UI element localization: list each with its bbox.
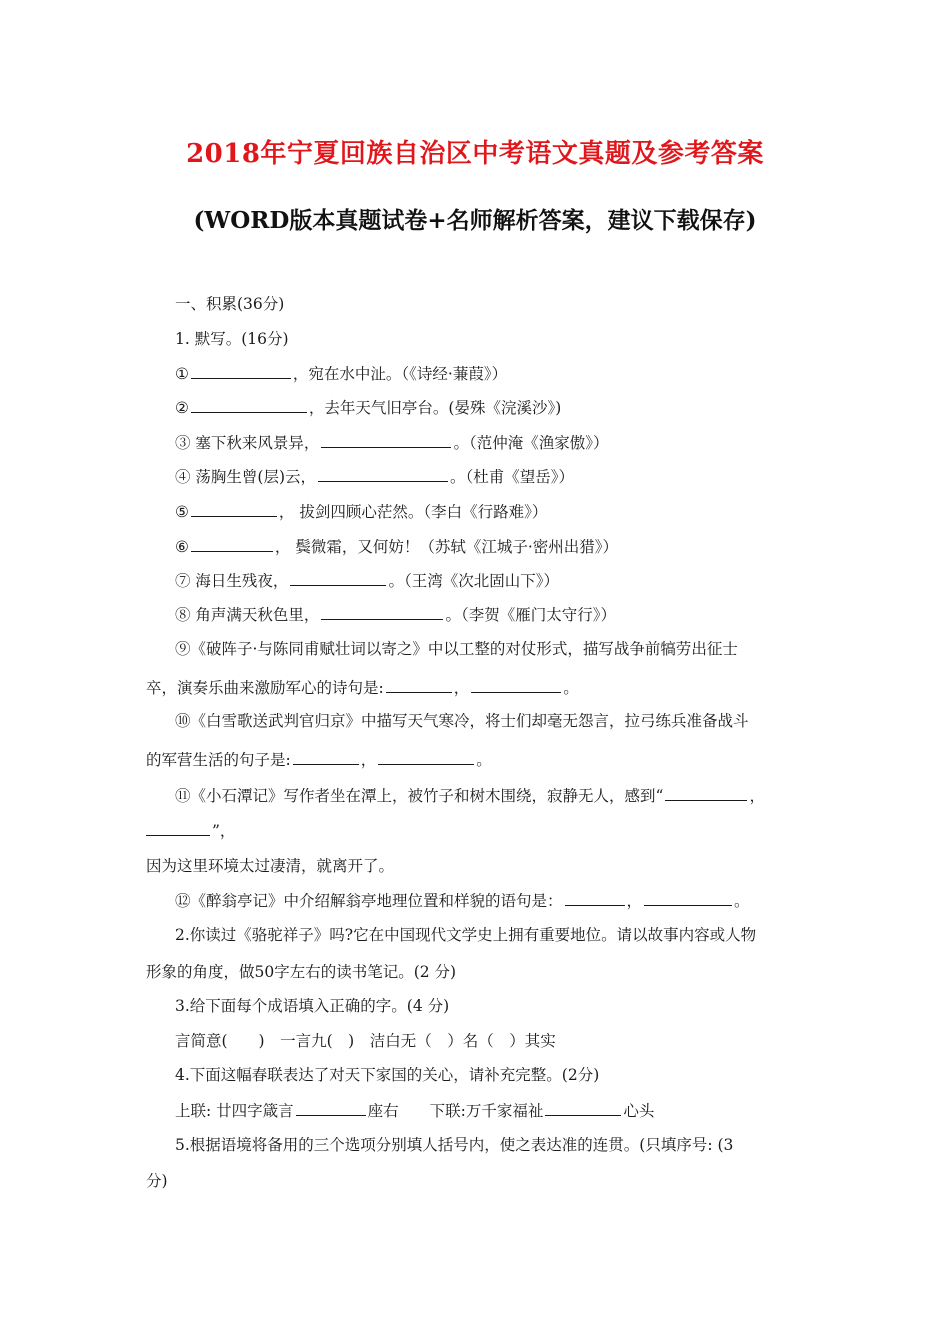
answer-blank[interactable] (191, 363, 291, 379)
question-4: 4.下面这幅春联表达了对天下家国的关心，请补充完整。(2分) (175, 1066, 600, 1084)
item-text: 。 (734, 892, 750, 910)
item-text: ”， (212, 822, 236, 840)
item-text: 座右 下联:万千家福祉 (367, 1102, 544, 1120)
question-1-7 (175, 570, 559, 591)
item-text: ⑦ 海日生残夜， (175, 572, 289, 590)
answer-blank[interactable] (471, 677, 561, 693)
item-text: 。（王湾《次北固山下》） (388, 572, 559, 590)
item-text: ，去年天气旧亭台。(晏殊《浣溪沙》) (308, 399, 562, 417)
item-text: ④ 荡胸生曾(层)云， (175, 468, 317, 486)
answer-blank[interactable] (146, 820, 210, 836)
item-text: ， (360, 751, 377, 769)
question-1-2 (175, 397, 561, 418)
document-title: 2018年宁夏回族自治区中考语文真题及参考答案 (186, 139, 764, 169)
question-1-11-line-1 (175, 785, 765, 806)
item-text: 。 (476, 751, 492, 769)
answer-blank[interactable] (321, 432, 451, 448)
item-number: ② (175, 399, 189, 417)
item-number: ⑤ (175, 503, 189, 521)
question-1-9-line-1: ⑨《破阵子·与陈同甫赋壮词以寄之》中以工整的对仗形式，描写战争前犒劳出征士 (175, 640, 738, 658)
item-text: 。（杜甫《望岳》） (450, 468, 575, 486)
answer-blank[interactable] (191, 501, 277, 517)
answer-blank[interactable] (290, 570, 386, 586)
item-text: ⑧ 角声满天秋色里， (175, 606, 320, 624)
document-subtitle: (WORD版本真题试卷+名师解析答案，建议下载保存) (193, 207, 757, 234)
answer-blank[interactable] (318, 466, 448, 482)
question-2-line-2: 形象的角度，做50字左右的读书笔记。(2 分) (146, 963, 457, 981)
item-number: ⑥ (175, 538, 189, 556)
question-3: 3.给下面每个成语填入正确的字。(4 分) (175, 997, 450, 1015)
question-1-10-line-1: ⑩《白雪歌送武判官归京》中描写天气寒冷，将士们却毫无怨言，拉弓练兵准备战斗 (175, 712, 749, 730)
question-1: 1. 默写。(16分) (175, 330, 289, 348)
question-1-11-line-2 (146, 820, 235, 841)
question-1-8 (175, 604, 616, 625)
question-1-5 (175, 501, 547, 522)
answer-blank[interactable] (296, 1100, 366, 1116)
item-text: ⑪《小石潭记》写作者坐在潭上，被竹子和树木围绕，寂静无人，感到“ (175, 787, 664, 805)
answer-blank[interactable] (321, 604, 443, 620)
answer-blank[interactable] (191, 536, 273, 552)
answer-blank[interactable] (293, 749, 359, 765)
item-text: ， (749, 787, 765, 805)
item-text: ， (626, 892, 643, 910)
answer-blank[interactable] (191, 397, 307, 413)
question-1-11-line-3: 因为这里环境太过凄清，就离开了。 (146, 857, 395, 875)
item-text: 。 (563, 679, 579, 697)
question-1-10-line-2 (146, 749, 492, 770)
question-1-3 (175, 432, 608, 453)
section-heading: 一、积累(36分) (175, 295, 285, 313)
answer-blank[interactable] (545, 1100, 621, 1116)
question-1-9-line-2 (146, 677, 579, 698)
item-text: 上联: 廿四字箴言 (175, 1102, 294, 1120)
answer-blank[interactable] (378, 749, 474, 765)
item-text: 心头 (623, 1102, 655, 1120)
question-1-4 (175, 466, 574, 487)
question-5-line-1: 5.根据语境将备用的三个选项分别填人括号内，使之表达准的连贯。(只填序号: (3 (175, 1136, 734, 1154)
item-text: 卒，演奏乐曲来激励军心的诗句是: (146, 679, 384, 697)
question-2-line-1: 2.你读过《骆驼祥子》吗?它在中国现代文学史上拥有重要地位。请以故事内容或人物 (175, 926, 757, 944)
item-number: ① (175, 365, 189, 383)
item-text: ⑫《醉翁亭记》中介绍解翁亭地理位置和样貌的语句是： (175, 892, 563, 910)
item-text: ③ 塞下秋来风景异， (175, 434, 320, 452)
item-text: 。（范仲淹《渔家傲》） (453, 434, 609, 452)
question-1-6 (175, 536, 618, 557)
item-text: ，宛在水中沚。（《诗经·蒹葭》） (292, 365, 508, 383)
item-text: ， 鬓微霜，又何妨！（苏轼《江城子·密州出猎》） (274, 538, 619, 556)
item-text: ， (453, 679, 470, 697)
answer-blank[interactable] (644, 890, 732, 906)
answer-blank[interactable] (665, 785, 747, 801)
question-4-couplet (175, 1100, 654, 1121)
question-1-12 (175, 890, 750, 911)
item-text: 的军营生活的句子是: (146, 751, 291, 769)
question-5-line-2: 分) (146, 1172, 168, 1190)
question-3-items: 言简意( ) 一言九( ) 洁白无（ ）名（ ）其实 (175, 1032, 556, 1050)
question-1-1 (175, 363, 507, 384)
answer-blank[interactable] (565, 890, 625, 906)
item-text: 。（李贺《雁门太守行》） (445, 606, 616, 624)
item-text: ， 拔剑四顾心茫然。（李白《行路难》） (278, 503, 548, 521)
answer-blank[interactable] (386, 677, 452, 693)
